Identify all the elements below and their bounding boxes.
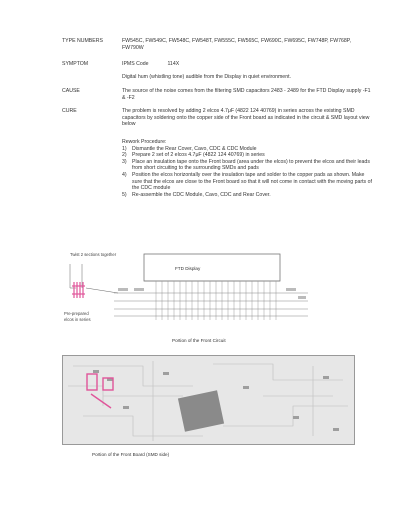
cure-text: The problem is resolved by adding 2 elcos 4.7μF (4822 124 40769) in series across the existing SMD capacitors by soldering onto the copper side of the Front board as indicated in the circuit & SMD layout view below bbox=[122, 108, 370, 128]
preprepared-label-2: elcos in series bbox=[64, 317, 91, 322]
symptom-label: SYMPTOM bbox=[62, 61, 89, 67]
symptom-code-row bbox=[122, 61, 372, 68]
front-board-image bbox=[62, 355, 355, 445]
board-caption: Portion of the Front Board (SMD side) bbox=[92, 452, 170, 457]
step-5: 5) Re-assemble the CDC Module, Cavo, CDC and Rear Cover. bbox=[122, 191, 271, 198]
preprepared-label-1: Pre-prepared bbox=[64, 311, 89, 316]
step-2: 2) Prepare 2 set of 2 elcos 4.7μF (4822 124 40769) in series bbox=[122, 152, 265, 159]
cause-label: CAUSE bbox=[62, 88, 80, 94]
elco-pair-icon bbox=[72, 282, 85, 298]
symptom-code-label: IPMS Code bbox=[122, 61, 149, 67]
rework-procedure bbox=[122, 139, 372, 198]
twist-note: Twist 2 sections together bbox=[70, 252, 117, 257]
front-circuit-diagram bbox=[58, 248, 358, 330]
rework-title: Rework Procedure: bbox=[122, 139, 167, 145]
type-numbers-label: TYPE NUMBERS bbox=[62, 38, 103, 44]
symptom-text: Digital hum (whistling tone) audible from the Display in quiet environment. bbox=[122, 74, 291, 80]
ftd-display-box bbox=[144, 254, 280, 281]
symptom-code: 114X bbox=[167, 61, 180, 67]
cause-text: The source of the noise comes from the filtering SMD capacitors 2483 - 2489 for the FTD Display supply -F1 & -F2 bbox=[122, 88, 371, 101]
step-3: 3) Place an insulation tape onto the Front board (area under the elcos) to prevent the elcos and their leads from short circuiting to the surrounding SMDs and pads bbox=[122, 158, 370, 172]
cure-label: CURE bbox=[62, 108, 77, 114]
ftd-display-label: FTD Display bbox=[175, 266, 201, 271]
step-1: 1) Dismantle the Rear Cover, Cavo, CDC & CDC Module bbox=[122, 145, 257, 152]
circuit-caption: Portion of the Front Circuit bbox=[172, 338, 226, 343]
front-board-drawing bbox=[63, 356, 354, 444]
type-numbers-value: FW545C, FW549C, FW548C, FW548T, FW555C, FW565C, FW690C, FW695C, FW748P, FW768P, FW790W bbox=[122, 38, 351, 51]
step-4: 4) Position the elcos horizontally over the insulation tape and solder to the copper pads as shown. Make sure that the elcos are close to the Front board so that it will not come in contact with the moving parts of the CDC module bbox=[122, 171, 372, 192]
